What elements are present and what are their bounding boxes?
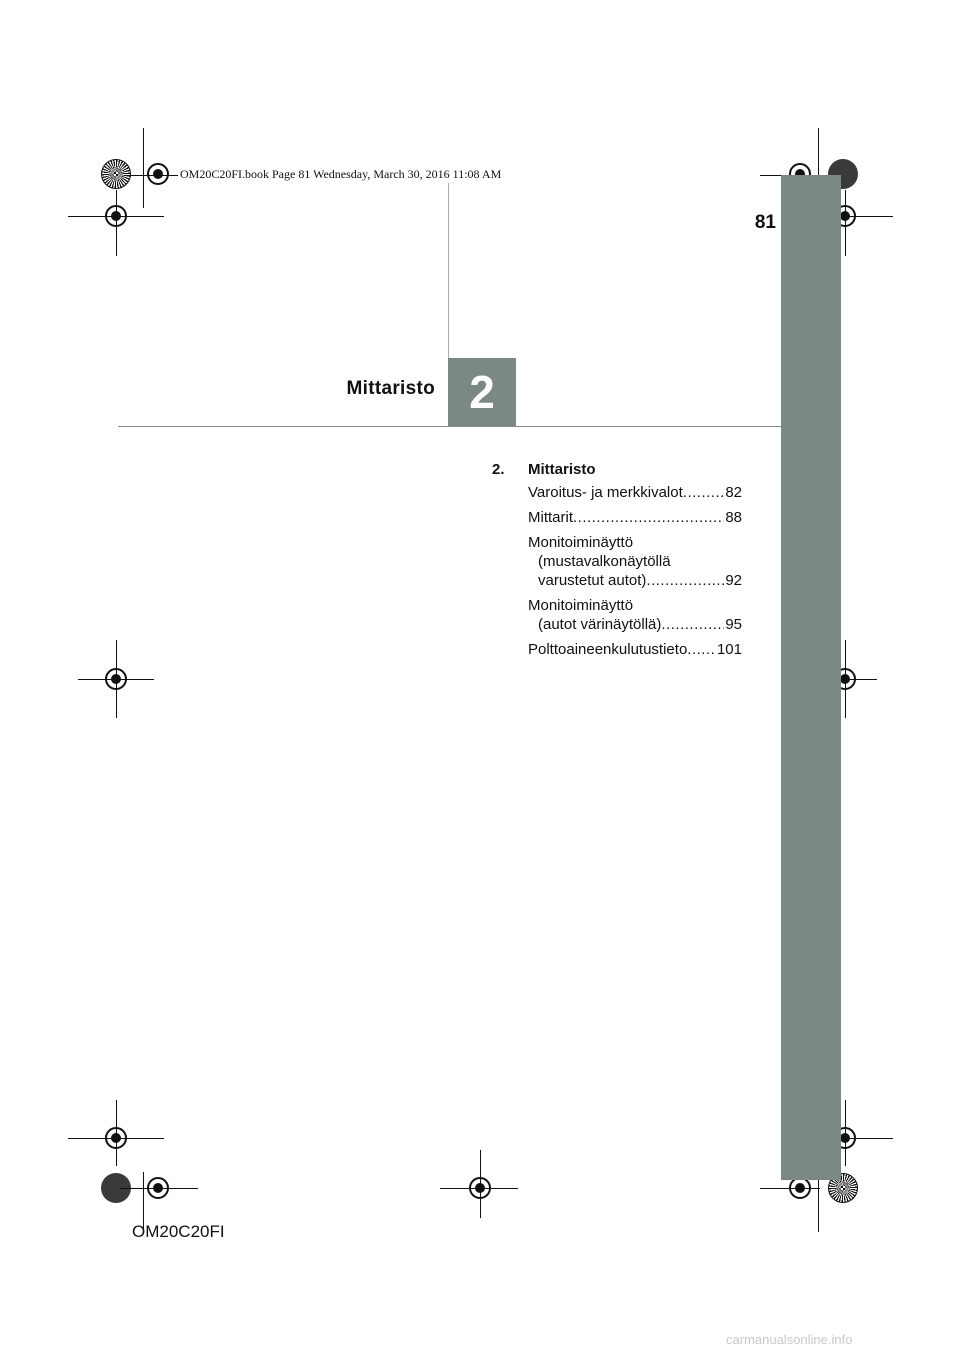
chapter-number: 2: [448, 358, 516, 426]
toc-entry[interactable]: [528, 483, 742, 502]
toc-entry-page: 95: [725, 616, 742, 633]
toc-entry-title: Monitoiminäyttö: [528, 597, 634, 614]
divider: [448, 180, 449, 358]
book-stamp: OM20C20FI.book Page 81 Wednesday, March 30, 2016 11:08 AM: [180, 167, 502, 181]
crosshair-icon: [789, 1177, 811, 1199]
toc-heading-title: Mittaristo: [528, 461, 596, 478]
toc-entry-title: Monitoiminäyttö: [528, 534, 634, 551]
toc-heading: [492, 460, 742, 479]
toc-entry-page: 82: [725, 484, 742, 501]
toc-entry-page: 92: [725, 572, 742, 589]
crosshair-icon: [105, 668, 127, 690]
toc-entry-title-cont: (mustavalkonäytöllä: [538, 553, 671, 570]
chapter-title: Mittaristo: [346, 378, 435, 399]
toc-entry[interactable]: [528, 533, 742, 590]
registration-starburst-icon: [101, 159, 131, 189]
watermark: carmanualsonline.info: [726, 1332, 853, 1347]
toc-entry-title-cont: varustetut autot): [538, 572, 647, 589]
toc-entry-title: Polttoaineenkulutustieto: [528, 641, 688, 658]
toc-entry-title: Varoitus- ja merkkivalot: [528, 484, 683, 501]
crosshair-icon: [147, 163, 169, 185]
crosshair-icon: [469, 1177, 491, 1199]
crosshair-icon: [147, 1177, 169, 1199]
chapter-side-tab: [781, 175, 841, 1180]
toc-entry-page: 101: [716, 641, 742, 658]
toc-entry-title: Mittarit: [528, 509, 573, 526]
toc-entry[interactable]: [528, 640, 742, 659]
table-of-contents: [492, 460, 742, 665]
toc-entry[interactable]: [528, 596, 742, 634]
crosshair-icon: [105, 205, 127, 227]
chapter-rule: [118, 426, 781, 427]
crosshair-icon: [105, 1127, 127, 1149]
footer-code: OM20C20FI: [132, 1222, 225, 1241]
toc-heading-number: 2.: [492, 461, 505, 478]
toc-entry[interactable]: [528, 508, 742, 527]
toc-entry-title-cont: (autot värinäytöllä): [538, 616, 662, 633]
page-number: 81: [754, 212, 776, 233]
toc-entry-page: 88: [725, 509, 742, 526]
